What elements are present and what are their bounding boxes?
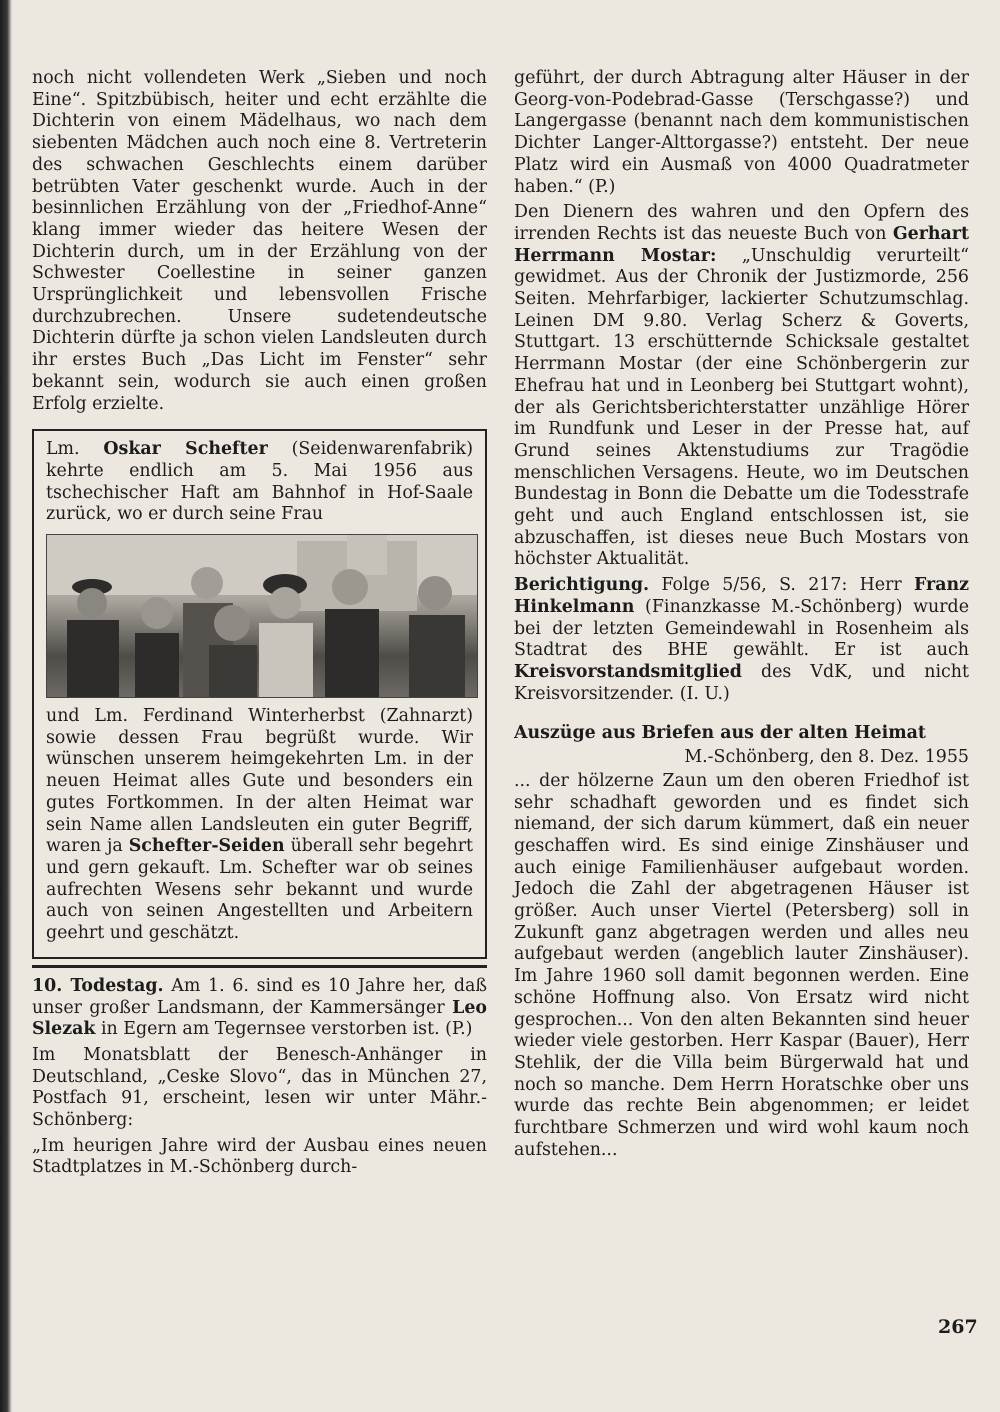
schefter-box <box>32 429 487 959</box>
schefter-text-3: überall sehr begehrt und gern gekauft. Lm. Schefter war ob seines aufrechten Wesens sehr bekannt und wurde auch von seinen Angestellten und Arbeitern geehrt und geschätzt. <box>46 836 473 944</box>
berichtigung-label: Berichtigung. <box>514 575 650 596</box>
letters-heading: Auszüge aus Briefen aus der alten Heimat <box>514 723 926 744</box>
book-text-1: Den Dienern des wahren und den Opfern des irrenden Rechts ist das neueste Buch von <box>514 202 969 244</box>
berichtigung-text-1: Folge 5/56, S. 217: Herr <box>649 575 914 596</box>
schefter-paragraph-1 <box>46 439 473 526</box>
page-number: 267 <box>938 1316 978 1338</box>
slezak-name: Leo Slezak <box>32 997 487 1040</box>
schefter-text-1: (Seidenwarenfabrik) kehrte endlich am 5. Mai 1956 aus tschechischer Haft am Bahnhof in Hof-Saale zurück, wo er durch seine Frau <box>46 439 473 525</box>
page-binding-edge <box>0 0 12 1412</box>
todestag-paragraph <box>32 976 487 1041</box>
group-photo <box>46 534 478 698</box>
monatsblatt-paragraph: Im Monatsblatt der Benesch-Anhänger in Deutschland, „Ceske Slovo“, das in München 27, Postfach 91, erscheint, lesen wir unter Mähr.-Schönberg: <box>32 1044 487 1131</box>
intro-paragraph: noch nicht vollendeten Werk „Sieben und noch Eine“. Spitzbübisch, heiter und echt erzählte die Dichterin von einem Mädelhaus, wo nach dem siebenten Mädchen auch noch eine 8. Vertreterin des schwachen Geschlechts einem darüber betrübten Vater geschenkt wurde. Auch in der besinnlichen Erzählung von der „Friedhof-Anne“ klang immer wieder das heitere Wesen der Dichterin durch, um in der Erzählung von der Schwester Coellestine in seiner ganzen Ursprünglichkeit und lebensvollen Frische durchzubrechen. Unsere sudetendeutsche Dichterin dürfte ja schon vielen Landsleuten durch ihr erstes Buch „Das Licht im Fenster“ sehr bekannt sein, wodurch sie auch einen großen Erfolg erzielte. <box>32 68 487 414</box>
berichtigung-paragraph <box>514 575 969 705</box>
schefter-brand: Schefter-Seiden <box>128 836 285 857</box>
right-column <box>514 68 969 1165</box>
letters-body: ... der hölzerne Zaun um den oberen Friedhof ist sehr schadhaft geworden und es findet sich niemand, der sich darum kümmert, daß ein neuer geschaffen wird. Es sind einige Zinshäuser und auch einige Familienhäuser aufgebaut worden. Jedoch die Zahl der abgetragenen Häuser ist größer. Auch unser Viertel (Petersberg) soll in Zukunft ganz abgetragen werden und alles neu aufgebaut werden (angeblich lauter Zinshäuser). Im Jahre 1960 soll damit begonnen werden. Eine schöne Hoffnung also. Von Ersatz wird nicht gesprochen... Von den alten Bekannten sind heuer wieder viele gestorben. Herr Kaspar (Bauer), Herr Stehlik, der die Villa beim Bürgerwald hat und noch so manche. Dem Herrn Horatschke ober uns wurde das rechte Bein abgenommen; er leidet furchtbare Schmerzen und wird wohl kaum noch aufstehen... <box>514 770 969 1160</box>
quote-end-paragraph: geführt, der durch Abtragung alter Häuser in der Georg-von-Podebrad-Gasse (Terschgasse?) und Langergasse (benannt nach dem kommunistischen Dichter Langer-Alttorgasse?) entsteht. Der neue Platz wird ein Ausmaß von 4000 Quadratmeter haben.“ (P.) <box>514 68 969 197</box>
todestag-label: 10. Todestag. <box>32 975 164 996</box>
group-photo-illustration <box>47 535 477 697</box>
lm-prefix: Lm. <box>46 439 104 460</box>
letters-dateline: M.-Schönberg, den 8. Dez. 1955 <box>684 747 969 768</box>
berichtigung-text-3: des VdK, und nicht Kreisvorsitzender. (I. U.) <box>514 661 969 704</box>
book-author: Gerhart Herrmann Mostar: <box>514 223 969 266</box>
schefter-name: Oskar Schefter <box>103 439 268 460</box>
book-text-2: „Unschuldig verurteilt“ gewidmet. Aus der Chronik der Justizmorde, 256 Seiten. Mehrfarbiger, lackierter Schutzumschlag. Leinen DM 9.80. Verlag Scherz & Goverts, Stuttgart. 13 erschütternde Schicksale gestaltet Herrmann Mostar (der eine Schönbergerin zur Ehefrau hat und in Leonberg bei Stuttgart wohnt), der als Gerichtsberichterstatter unzählige Hörer im Rundfunk und Leser in der Presse hat, auf Grund seines Aktenstudiums zur Tragödie menschlichen Versagens. Heute, wo im Deutschen Bundestag in Bonn die Debatte um die Todesstrafe geht und auch England entschlossen ist, sie abzuschaffen, ist dieses neue Buch Mostars von höchster Aktualität. <box>514 245 969 570</box>
quote-start-paragraph: „Im heurigen Jahre wird der Ausbau eines neuen Stadtplatzes in M.-Schönberg durch- <box>32 1135 487 1178</box>
hinkelmann-name: Franz Hinkelmann <box>514 575 969 617</box>
schefter-paragraph-2 <box>46 706 473 945</box>
todestag-text-2: in Egern am Tegernsee verstorben ist. (P.) <box>95 1019 473 1040</box>
schefter-text-2: und Lm. Ferdinand Winterherbst (Zahnarzt) sowie dessen Frau begrüßt wurde. Wir wünschen unserem heimgekehrten Lm. in der neuen Heimat alles Gute und besonders ein gutes Fortkommen. In der alten Heimat war sein Name allen Landsleuten ein guter Begriff, waren ja <box>46 706 473 857</box>
section-rule <box>32 965 487 968</box>
todestag-text-1: Am 1. 6. sind es 10 Jahre her, daß unser großer Landsmann, der Kammersänger <box>32 975 487 1018</box>
book-paragraph <box>514 202 969 571</box>
berichtigung-text-2: (Finanzkasse M.-Schönberg) wurde bei der letzten Gemeindewahl in Rosenheim als Stadtrat des BHE gewählt. Er ist auch <box>514 596 969 661</box>
berichtigung-role: Kreisvorstandsmitglied <box>514 661 742 682</box>
left-column <box>32 68 487 1183</box>
